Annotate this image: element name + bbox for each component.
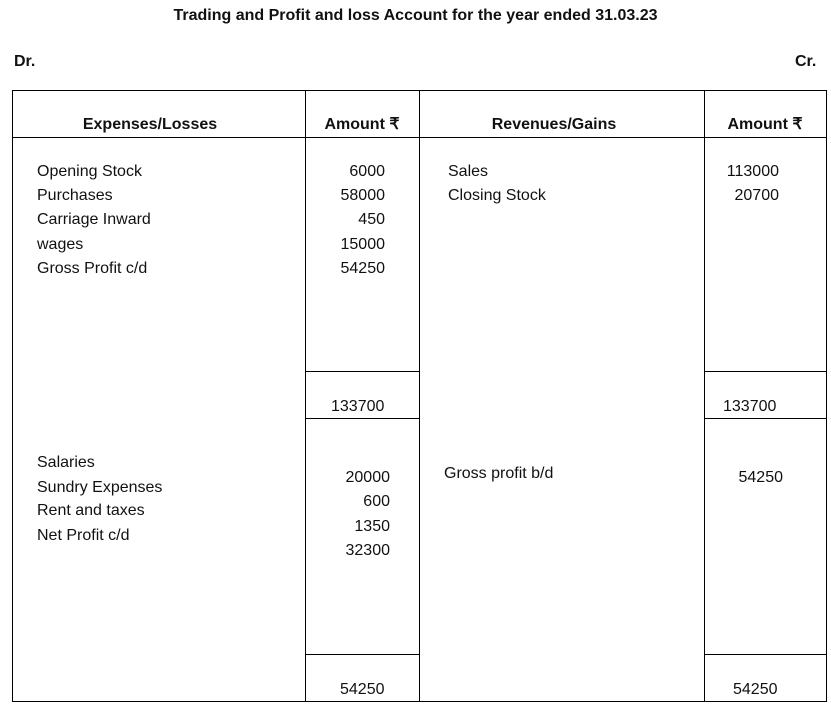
item-amount: 54250 — [340, 260, 385, 277]
item-label: Salaries — [37, 454, 95, 471]
item-label: Sales — [448, 163, 489, 180]
item-amount: 600 — [363, 493, 390, 510]
item-label: Gross profit b/d — [444, 465, 554, 482]
item-amount: 54250 — [738, 469, 783, 486]
item-label: Sundry Expenses — [37, 479, 163, 496]
page-title: Trading and Profit and loss Account for the year ended 31.03.23 — [173, 7, 658, 24]
item-label: wages — [37, 236, 84, 253]
item-label: Net Profit c/d — [37, 527, 130, 544]
item-label: Purchases — [37, 187, 113, 204]
header-expenses: Expenses/Losses — [82, 116, 218, 133]
header-amount-left: Amount ₹ — [324, 116, 400, 133]
credit-label: Cr. — [795, 53, 817, 70]
table-border-right — [826, 90, 827, 702]
item-label: Gross Profit c/d — [37, 260, 148, 277]
trading-debit-total: 133700 — [331, 398, 385, 415]
total-line — [704, 371, 826, 372]
column-divider — [419, 90, 420, 702]
item-amount: 113000 — [726, 163, 779, 180]
item-label: Closing Stock — [448, 187, 546, 204]
table-border-left — [12, 90, 13, 702]
pl-debit-total: 54250 — [340, 681, 385, 698]
item-label: Carriage Inward — [37, 211, 151, 228]
item-label: Rent and taxes — [37, 502, 145, 519]
trading-credit-total: 133700 — [723, 398, 777, 415]
item-amount: 32300 — [345, 542, 390, 559]
item-amount: 1350 — [354, 518, 390, 535]
header-amount-right: Amount ₹ — [727, 116, 803, 133]
header-revenues: Revenues/Gains — [491, 116, 617, 133]
item-amount: 20700 — [734, 187, 779, 204]
item-amount: 20000 — [345, 469, 390, 486]
item-amount: 15000 — [340, 236, 385, 253]
item-amount: 58000 — [340, 187, 385, 204]
total-line — [704, 654, 826, 655]
total-line — [305, 418, 419, 419]
debit-label: Dr. — [14, 53, 36, 70]
item-amount: 450 — [358, 211, 385, 228]
total-line — [305, 371, 419, 372]
item-label: Opening Stock — [37, 163, 142, 180]
total-line — [704, 418, 826, 419]
pl-credit-total: 54250 — [733, 681, 778, 698]
item-amount: 6000 — [349, 163, 385, 180]
total-line — [305, 654, 419, 655]
